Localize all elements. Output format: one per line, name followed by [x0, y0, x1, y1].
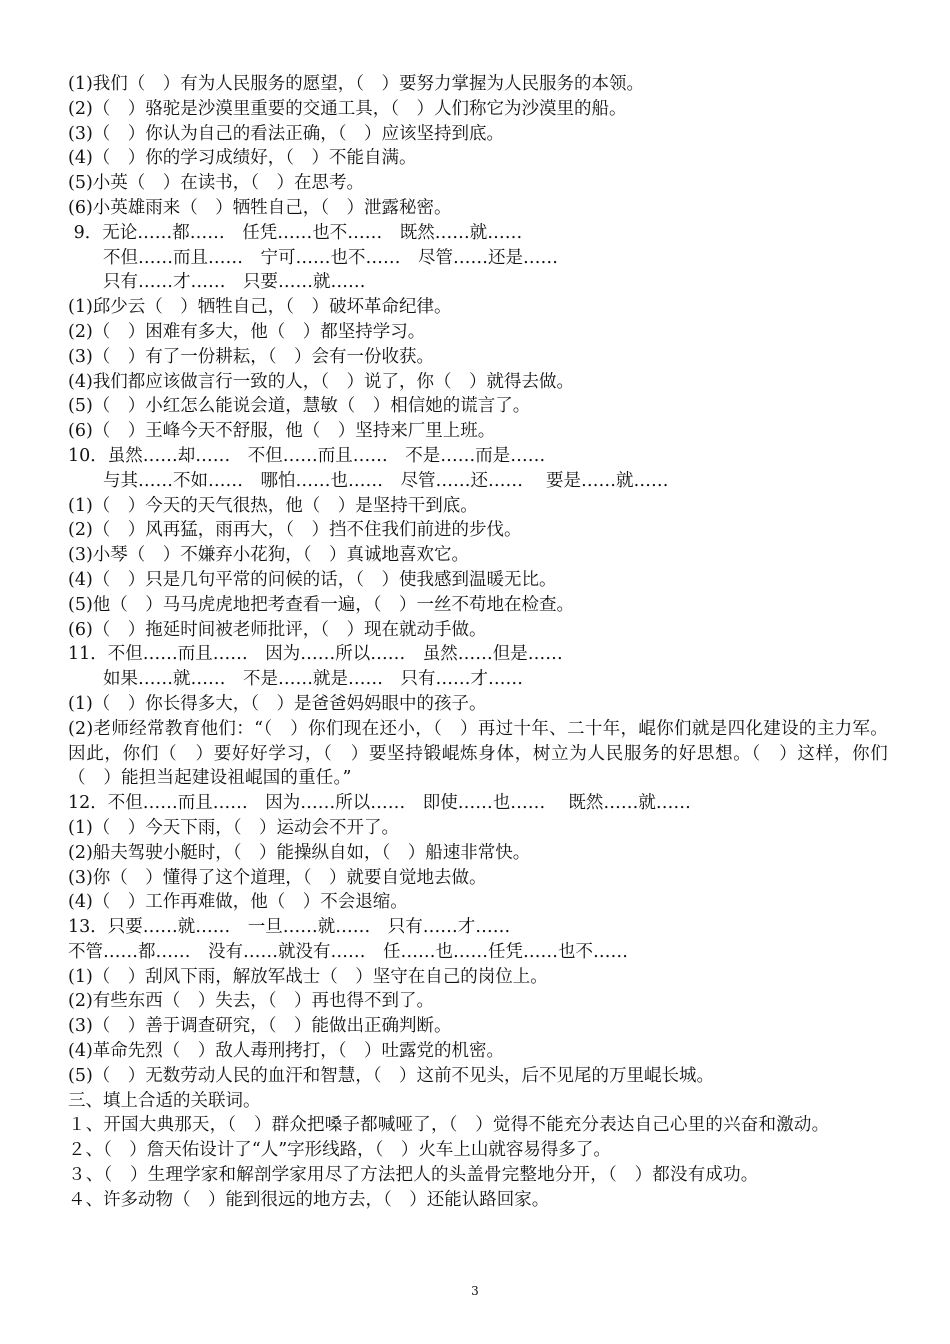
text-line: (1)（ ）今天下雨，（ ）运动会不开了。	[68, 817, 400, 838]
text-line: (1)（ ）你长得多大，（ ）是爸爸妈妈眼中的孩子。	[68, 693, 487, 714]
text-paragraph: １、开国大典那天，（ ）群众把嗓子都喊哑了，（ ）觉得不能充分表达自己心里的兴奋和激动。	[68, 1115, 830, 1136]
text-line: (1)（ ）刮风下雨，解放军战士（ ）坚守在自己的岗位上。	[68, 966, 548, 987]
text-line: (1)我们（ ）有为人民服务的愿望，（ ）要努力掌握为人民服务的本领。	[68, 74, 645, 94]
text-line: (2)（ ）骆驼是沙漠里重要的交通工具，（ ）人们称它为沙漠里的船。	[68, 98, 627, 119]
text-line: (4)（ ）工作再难做，他（ ）不会退缩。	[68, 892, 408, 913]
text-line: (3)小琴（ ）不嫌弃小花狗，（ ）真诚地喜欢它。	[68, 545, 470, 566]
text-line: ２、（ ）詹天佑设计了“人”字形线路，（ ）火车上山就容易得多了。	[68, 1140, 611, 1161]
text-line: (3)你（ ）懂得了这个道理，（ ）就要自觉地去做。	[68, 867, 487, 888]
text-paragraph: (2)老师经常教育他们：“（ ）你们现在还小，（ ）再过十年、二十年，崐你们就是四化建设的主力军。因此，你们（ ）要好好学习，（ ）要坚持锻崐炼身体，树立为人民服务的好思想。（ ）这样，你们（ ）能担当起建设祖崐国的重任。”	[68, 718, 888, 789]
word-bank-line: 12．不但……而且…… 因为……所以…… 即使……也…… 既然……就……	[68, 793, 691, 814]
word-bank-line: 不但……而且…… 宁可……也不…… 尽管……还是……	[68, 247, 558, 268]
word-bank-line: 10．虽然……却…… 不但……而且…… 不是……而是……	[68, 445, 546, 466]
text-line: (4)革命先烈（ ）敌人毒刑拷打，（ ）吐露党的机密。	[68, 1041, 505, 1062]
word-bank-line: 只有……才…… 只要……就……	[68, 272, 366, 293]
text-paragraph: ３、（ ）生理学家和解剖学家用尽了方法把人的头盖骨完整地分开，（ ）都没有成功。	[68, 1165, 759, 1186]
text-line: (6)（ ）拖延时间被老师批评，（ ）现在就动手做。	[68, 619, 487, 640]
text-line: (1)（ ）今天的天气很热，他（ ）是坚持干到底。	[68, 495, 478, 516]
text-line: (4)（ ）你的学习成绩好，（ ）不能自满。	[68, 148, 417, 169]
text-line: (6)小英雄雨来（ ）牺牲自己，（ ）泄露秘密。	[68, 197, 452, 218]
word-bank-line: 如果……就…… 不是……就是…… 只有……才……	[68, 669, 523, 690]
text-line: (5)小英（ ）在读书，（ ）在思考。	[68, 173, 365, 194]
text-line: (3)（ ）有了一份耕耘，（ ）会有一份收获。	[68, 346, 435, 367]
text-line: (2)船夫驾驶小艇时，（ ）能操纵自如，（ ）船速非常快。	[68, 842, 531, 863]
text-line: (5)他（ ）马马虎虎地把考查看一遍，（ ）一丝不苟地在检查。	[68, 594, 575, 615]
section-heading: 三、填上合适的关联词。	[68, 1090, 261, 1111]
word-bank-line: 不管……都…… 没有……就没有…… 任……也……任凭……也不……	[68, 941, 628, 962]
text-line: (3)（ ）你认为自己的看法正确，（ ）应该坚持到底。	[68, 123, 505, 144]
text-line: (1)邱少云（ ）牺牲自己，（ ）破坏革命纪律。	[68, 297, 452, 318]
text-line: (4)我们都应该做言行一致的人，（ ）说了，你（ ）就得去做。	[68, 371, 575, 392]
text-line: (5)（ ）小红怎么能说会道，慧敏（ ）相信她的谎言了。	[68, 396, 531, 417]
text-line: (6)（ ）王峰今天不舒服，他（ ）坚持来厂里上班。	[68, 421, 496, 442]
text-line: (3)（ ）善于调查研究，（ ）能做出正确判断。	[68, 1016, 452, 1037]
word-bank-line: 13．只要……就…… 一旦……就…… 只有……才……	[68, 917, 511, 938]
text-line: (2)（ ）风再猛，雨再大，（ ）挡不住我们前进的步伐。	[68, 520, 522, 541]
word-bank-line: 11．不但……而且…… 因为……所以…… 虽然……但是……	[68, 644, 563, 665]
text-line: ４、许多动物（ ）能到很远的地方去，（ ）还能认路回家。	[68, 1189, 550, 1210]
page-number: 3	[471, 1284, 479, 1298]
text-line: (5)（ ）无数劳动人民的血汗和智慧，（ ）这前不见头，后不见尾的万里崐长城。	[68, 1065, 715, 1086]
word-bank-line: 与其……不如…… 哪怕……也…… 尽管……还…… 要是……就……	[68, 470, 669, 491]
text-line: (2)（ ）困难有多大，他（ ）都坚持学习。	[68, 321, 426, 342]
word-bank-line: 9．无论……都…… 任凭……也不…… 既然……就……	[68, 222, 523, 243]
text-line: (4)（ ）只是几句平常的问候的话，（ ）使我感到温暖无比。	[68, 569, 557, 590]
text-line: (2)有些东西（ ）失去，（ ）再也得不到了。	[68, 991, 435, 1012]
